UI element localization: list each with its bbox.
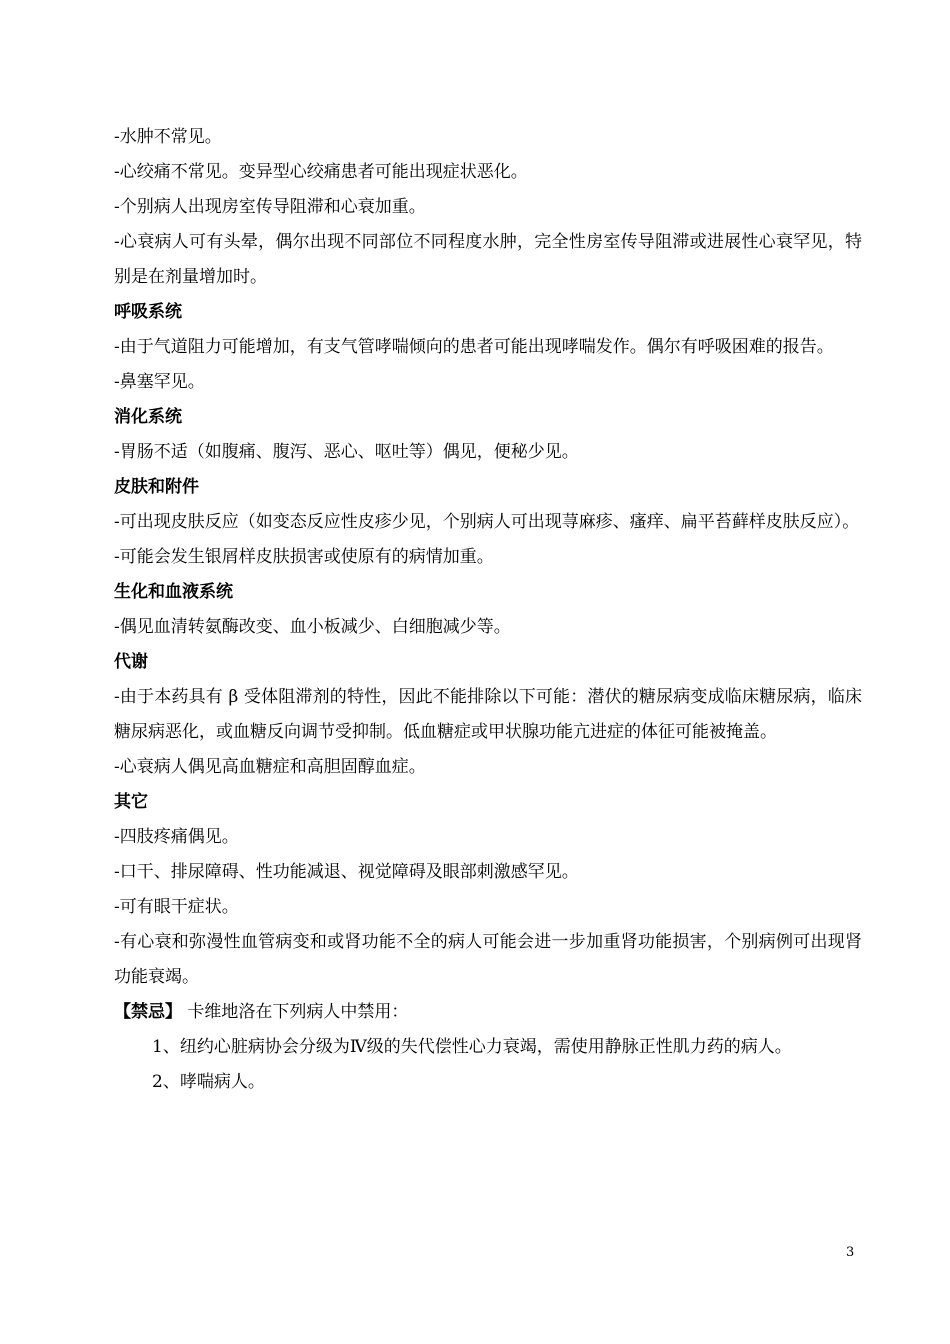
body-paragraph: -由于气道阻力可能增加，有支气管哮喘倾向的患者可能出现哮喘发作。偶尔有呼吸困难的报告。 (114, 337, 834, 357)
contraindications-line (114, 995, 862, 1030)
section-heading-respiratory: 呼吸系统 (114, 302, 182, 322)
body-line: -可有眼干症状。 (114, 897, 239, 917)
body-line: -偶见血清转氨酶改变、血小板减少、白细胞减少等。 (114, 617, 511, 637)
body-line: -水肿不常见。 (114, 127, 222, 147)
body-line: -鼻塞罕见。 (114, 372, 205, 392)
body-line: -心衰病人偶见高血糖症和高胆固醇血症。 (114, 757, 426, 777)
section-heading-metabolism: 代谢 (114, 652, 148, 672)
contraindication-item: 2、哮喘病人。 (152, 1072, 265, 1092)
section-heading-blood: 生化和血液系统 (114, 582, 233, 602)
body-line: -心绞痛不常见。变异型心绞痛患者可能出现症状恶化。 (114, 162, 528, 182)
body-paragraph: -有心衰和弥漫性血管病变和或肾功能不全的病人可能会进一步加重肾功能损害，个别病例可出现肾功能衰竭。 (114, 932, 862, 987)
body-line: -胃肠不适（如腹痛、腹泻、恶心、呕吐等）偶见，便秘少见。 (114, 442, 579, 462)
contraindications-label: 【禁忌】 (114, 1002, 182, 1022)
section-heading-skin: 皮肤和附件 (114, 477, 199, 497)
body-line: -个别病人出现房室传导阻滞和心衰加重。 (114, 197, 426, 217)
body-line: -四肢疼痛偶见。 (114, 827, 239, 847)
contraindication-item: 1、纽约心脏病协会分级为Ⅳ级的失代偿性心力衰竭，需使用静脉正性肌力药的病人。 (152, 1037, 792, 1057)
document-body (114, 120, 862, 1100)
body-line: -可能会发生银屑样皮肤损害或使原有的病情加重。 (114, 547, 494, 567)
section-heading-other: 其它 (114, 792, 148, 812)
section-heading-digestive: 消化系统 (114, 407, 182, 427)
body-paragraph: -由于本药具有 β 受体阻滞剂的特性，因此不能排除以下可能：潜伏的糖尿病变成临床糖尿病，临床糖尿病恶化，或血糖反向调节受抑制。低血糖症或甲状腺功能亢进症的体征可能被掩盖。 (114, 687, 862, 742)
body-paragraph: -可出现皮肤反应（如变态反应性皮疹少见，个别病人可出现荨麻疹、瘙痒、扁平苔藓样皮肤反应）。 (114, 512, 860, 532)
body-paragraph: -心衰病人可有头晕，偶尔出现不同部位不同程度水肿，完全性房室传导阻滞或进展性心衰罕见，特别是在剂量增加时。 (114, 232, 862, 287)
body-line: -口干、排尿障碍、性功能减退、视觉障碍及眼部刺激感罕见。 (114, 862, 579, 882)
page-number: 3 (846, 1245, 855, 1260)
contraindications-intro: 卡维地洛在下列病人中禁用： (187, 1002, 409, 1022)
